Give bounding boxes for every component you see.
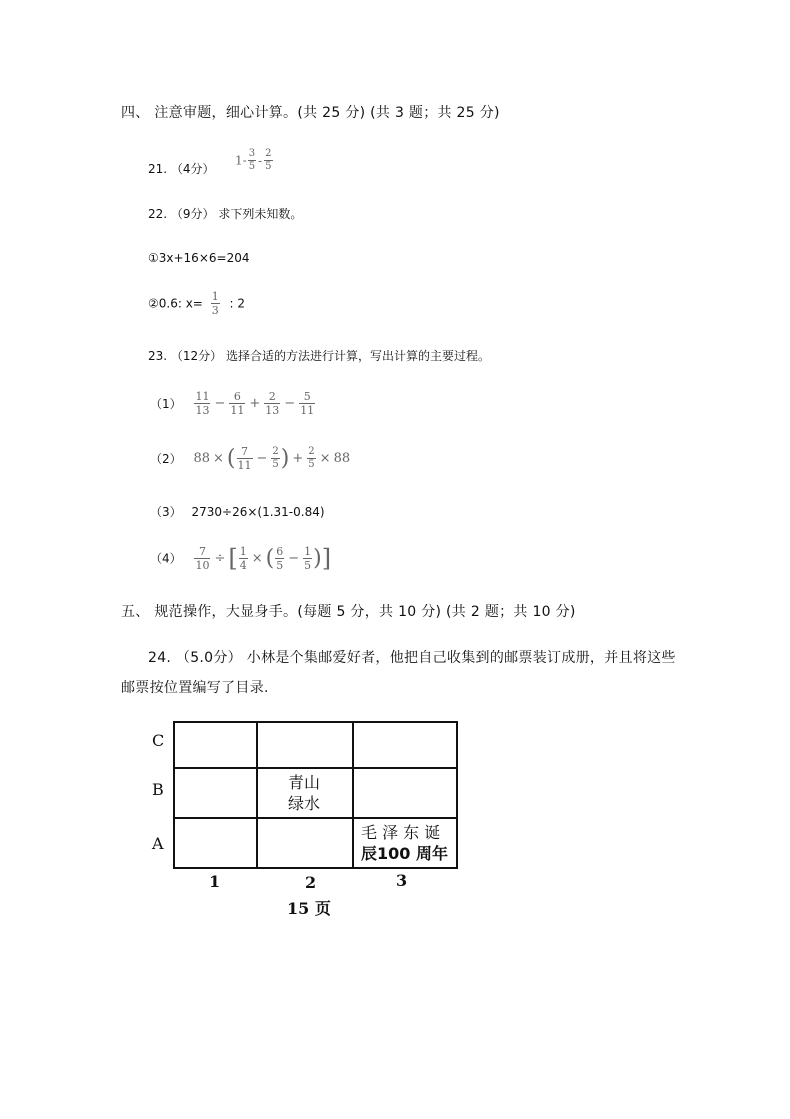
frac-den: 11	[300, 404, 315, 417]
frac-den: 11	[230, 404, 245, 417]
q22-frac-num: 1	[211, 290, 219, 303]
q22-frac-den: 3	[211, 304, 219, 317]
frac-num: 6	[276, 544, 284, 558]
page-caption: 15 页	[287, 899, 331, 918]
frac-den: 5	[308, 459, 315, 470]
left-bracket: [	[228, 544, 238, 572]
row-label-a: A	[152, 834, 164, 853]
operator: ×	[319, 451, 331, 466]
operator: ÷	[214, 550, 226, 566]
question-22-label: 22. （9分） 求下列未知数。	[148, 207, 303, 221]
col-label-3: 3	[396, 871, 408, 890]
operator: +	[292, 451, 304, 466]
frac-den: 13	[265, 404, 280, 417]
operator: ×	[251, 550, 263, 566]
question-24-line-1: 24. （5.0分） 小林是个集邮爱好者，他把自己收集到的邮票装订成册，并且将这些	[148, 650, 676, 666]
frac-num: 6	[229, 391, 245, 404]
question-23-label: 23. （12分） 选择合适的方法进行计算，写出计算的主要过程。	[148, 349, 490, 363]
frac-num: 1	[239, 544, 247, 558]
frac-den: 11	[237, 459, 252, 472]
col-label-1: 1	[209, 872, 221, 891]
col-label-2: 2	[305, 873, 317, 892]
q23-p3-number: （3）	[150, 505, 182, 519]
operator: −	[214, 396, 226, 411]
q21-lead: 1-	[235, 153, 247, 168]
cell-a3-stamp	[361, 822, 448, 864]
operator: ×	[213, 451, 224, 466]
cell-a3-line-1: 毛 泽 东 诞	[361, 823, 441, 842]
q23-p2-number: （2）	[150, 452, 182, 466]
frac-den: 13	[195, 404, 210, 417]
q23-p1-number: （1）	[150, 397, 182, 411]
frac-den: 4	[239, 558, 247, 572]
question-21-label: 21. （4分）	[148, 162, 215, 176]
q21-f2-den: 5	[265, 161, 272, 172]
right-paren: )	[280, 446, 290, 471]
q23-p3-expression: 2730÷26×(1.31-0.84)	[191, 505, 325, 519]
question-22-item-1: ①3x+16×6=204	[148, 251, 250, 265]
cell-b2-line-2: 绿水	[288, 794, 321, 813]
q22-item2-prefix: ②0.6: x=	[148, 296, 203, 311]
frac-num: 2	[264, 391, 280, 404]
q22-item2-suffix: : 2	[229, 296, 246, 311]
q23-p2-a: 88	[193, 451, 211, 466]
operator: −	[288, 550, 300, 566]
section-5-title: 五、 规范操作，大显身手。(每题 5 分，共 10 分) (共 2 题；共 10 分)	[121, 604, 576, 620]
frac-num: 1	[304, 544, 312, 558]
section-4-title: 四、 注意审题，细心计算。(共 25 分) (共 3 题；共 25 分)	[121, 105, 500, 121]
frac-num: 2	[272, 446, 279, 457]
q21-f2-num: 2	[265, 148, 272, 159]
q21-f1-num: 3	[248, 148, 256, 159]
q23-p4-number: （4）	[150, 551, 182, 566]
frac-num: 7	[237, 446, 253, 459]
frac-num: 2	[308, 446, 315, 457]
q21-minus: -	[258, 153, 263, 168]
cell-a3-line-2: 辰100 周年	[361, 844, 448, 863]
row-label-b: B	[152, 780, 164, 799]
frac-den: 5	[304, 558, 312, 572]
left-paren: (	[226, 446, 236, 471]
cell-b2-line-1: 青山	[288, 773, 321, 792]
frac-num: 7	[194, 546, 210, 559]
operator: +	[249, 396, 261, 411]
row-label-c: C	[152, 731, 165, 750]
left-paren: (	[265, 545, 275, 571]
frac-den: 10	[195, 558, 210, 572]
cell-b2-stamp	[288, 772, 320, 814]
frac-num: 5	[299, 391, 315, 404]
frac-den: 5	[276, 558, 284, 572]
q21-f1-den: 5	[248, 161, 256, 172]
question-24-line-2: 邮票按位置编写了目录.	[121, 680, 269, 696]
frac-den: 5	[272, 459, 279, 470]
operator: −	[256, 451, 268, 466]
right-paren: )	[313, 545, 322, 571]
operator: −	[284, 396, 296, 411]
frac-num: 11	[195, 390, 210, 403]
right-bracket: ]	[321, 544, 332, 572]
q23-p2-b: 88	[333, 451, 351, 466]
